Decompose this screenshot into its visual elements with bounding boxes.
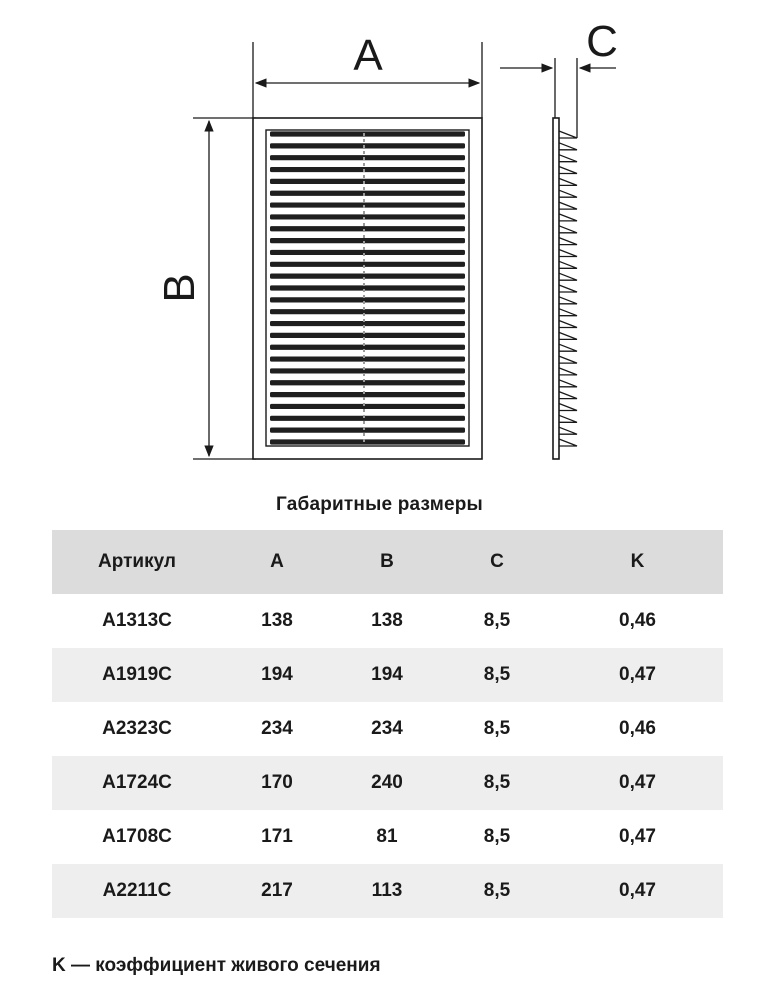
louver-slat bbox=[270, 309, 465, 314]
louver-slat bbox=[270, 274, 465, 279]
cell-a: 234 bbox=[261, 718, 293, 739]
cell-a: 170 bbox=[261, 772, 293, 793]
cell-article: A1313C bbox=[102, 610, 172, 631]
louver-slat bbox=[270, 297, 465, 302]
louver-slat bbox=[270, 321, 465, 326]
table-row bbox=[52, 810, 723, 864]
louver-slat bbox=[270, 345, 465, 350]
label-b: B bbox=[155, 273, 204, 303]
cell-k: 0,46 bbox=[619, 718, 656, 739]
grille-side-view bbox=[553, 118, 577, 459]
cell-b: 81 bbox=[376, 826, 398, 847]
table-row bbox=[52, 864, 723, 918]
cell-c: 8,5 bbox=[483, 718, 511, 739]
louver-slat bbox=[270, 155, 465, 160]
cell-a: 217 bbox=[261, 880, 293, 901]
label-a: A bbox=[353, 31, 383, 80]
header-article: Артикул bbox=[98, 551, 176, 572]
grille-side-louvers bbox=[559, 131, 577, 446]
footnote: K — коэффициент живого сечения bbox=[52, 955, 381, 976]
cell-k: 0,47 bbox=[619, 826, 656, 847]
louver-slat bbox=[270, 262, 465, 267]
cell-article: A2211C bbox=[102, 880, 172, 901]
cell-k: 0,47 bbox=[619, 880, 656, 901]
louver-slat bbox=[270, 380, 465, 385]
cell-b: 113 bbox=[371, 880, 403, 901]
table-title: Габаритные размеры bbox=[276, 494, 483, 515]
cell-c: 8,5 bbox=[483, 880, 511, 901]
louver-slat bbox=[270, 143, 465, 148]
louver-slat bbox=[270, 368, 465, 373]
cell-b: 234 bbox=[371, 718, 403, 739]
cell-k: 0,47 bbox=[619, 772, 656, 793]
cell-c: 8,5 bbox=[483, 664, 511, 685]
cell-article: A2323C bbox=[102, 718, 172, 739]
cell-a: 171 bbox=[261, 826, 293, 847]
table-row bbox=[52, 594, 723, 648]
cell-article: A1708C bbox=[102, 826, 172, 847]
louver-slat bbox=[270, 356, 465, 361]
table-row bbox=[52, 702, 723, 756]
louver-slat bbox=[270, 392, 465, 397]
table-header-row bbox=[52, 530, 723, 594]
louver-slat bbox=[270, 285, 465, 290]
cell-c: 8,5 bbox=[483, 772, 511, 793]
cell-article: A1919C bbox=[102, 664, 172, 685]
louver-slat bbox=[270, 131, 465, 136]
louver-slat bbox=[270, 404, 465, 409]
louver-slat bbox=[270, 191, 465, 196]
louver-slat bbox=[270, 226, 465, 231]
cell-k: 0,47 bbox=[619, 664, 656, 685]
header-a: A bbox=[270, 551, 284, 572]
cell-k: 0,46 bbox=[619, 610, 656, 631]
label-c: C bbox=[586, 17, 618, 66]
louver-slat bbox=[270, 167, 465, 172]
header-b: B bbox=[380, 551, 394, 572]
louver-slat bbox=[270, 214, 465, 219]
cell-a: 194 bbox=[261, 664, 293, 685]
louver-slat bbox=[270, 202, 465, 207]
grille-front-view bbox=[253, 118, 482, 459]
louver-slat bbox=[270, 250, 465, 255]
cell-c: 8,5 bbox=[483, 610, 511, 631]
louver-slat bbox=[270, 238, 465, 243]
cell-b: 138 bbox=[371, 610, 403, 631]
cell-c: 8,5 bbox=[483, 826, 511, 847]
cell-article: A1724C bbox=[102, 772, 172, 793]
side-louver-profile bbox=[559, 131, 577, 446]
louver-slat bbox=[270, 416, 465, 421]
cell-b: 194 bbox=[371, 664, 403, 685]
header-k: K bbox=[630, 551, 645, 572]
louver-slat bbox=[270, 439, 465, 444]
table-row bbox=[52, 648, 723, 702]
grille-technical-drawing bbox=[0, 0, 759, 490]
louver-slat bbox=[270, 179, 465, 184]
cell-a: 138 bbox=[261, 610, 293, 631]
header-c: C bbox=[490, 551, 504, 572]
louver-slat bbox=[270, 428, 465, 433]
louver-slat bbox=[270, 333, 465, 338]
cell-b: 240 bbox=[371, 772, 403, 793]
table-row bbox=[52, 756, 723, 810]
dimensions-table bbox=[52, 530, 723, 918]
